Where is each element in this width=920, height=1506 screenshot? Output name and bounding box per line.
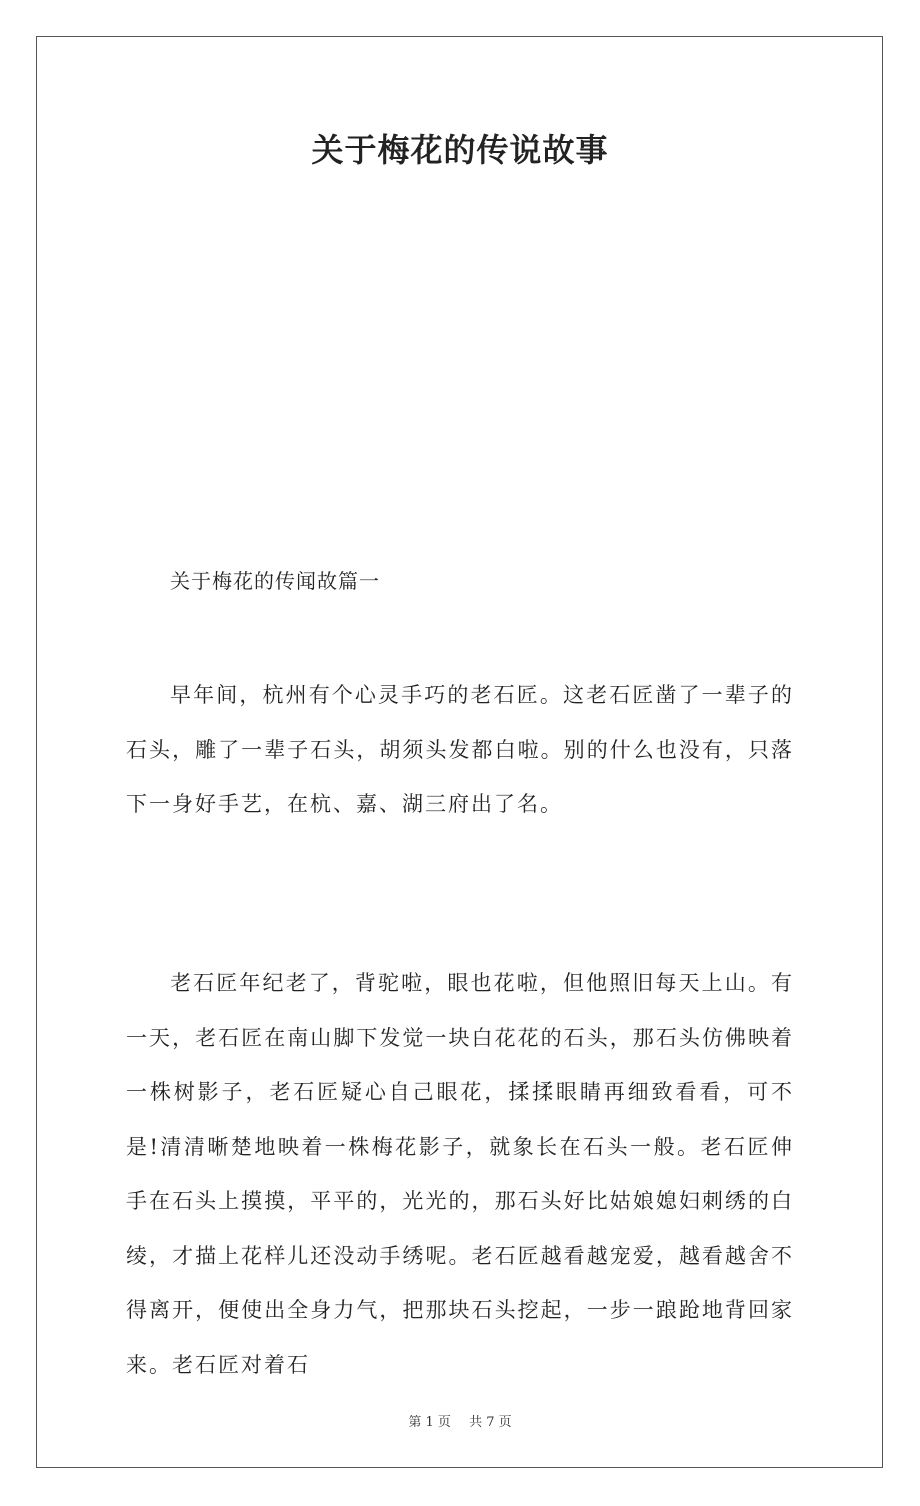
body-paragraph: 早年间，杭州有个心灵手巧的老石匠。这老石匠凿了一辈子的石头，雕了一辈子石头，胡须头发都白啦。别的什么也没有，只落下一身好手艺，在杭、嘉、湖三府出了名。 <box>126 683 794 816</box>
page-number: 第 1 页 <box>408 1415 451 1430</box>
body-paragraph: 老石匠年纪老了，背驼啦，眼也花啦，但他照旧每天上山。有一天，老石匠在南山脚下发觉一块白花花的石头，那石头仿佛映着一株树影子，老石匠疑心自己眼花，揉揉眼睛再细致看看，可不是!清清晰楚地映着一株梅花影子，就象长在石头一般。老石匠伸手在石头上摸摸，平平的，光光的，那石头好比姑娘媳妇刺绣的白绫，才描上花样儿还没动手绣呢。老石匠越看越宠爱，越看越舍不得离开，便使出全身力气，把那块石头挖起，一步一踉跄地背回家来。老石匠对着石 <box>126 971 794 1377</box>
section-heading: 关于梅花的传闻故篇一 <box>170 569 380 593</box>
document-title: 关于梅花的传说故事 <box>311 131 609 169</box>
page-total: 共 7 页 <box>469 1415 512 1430</box>
page-footer <box>0 1413 920 1433</box>
